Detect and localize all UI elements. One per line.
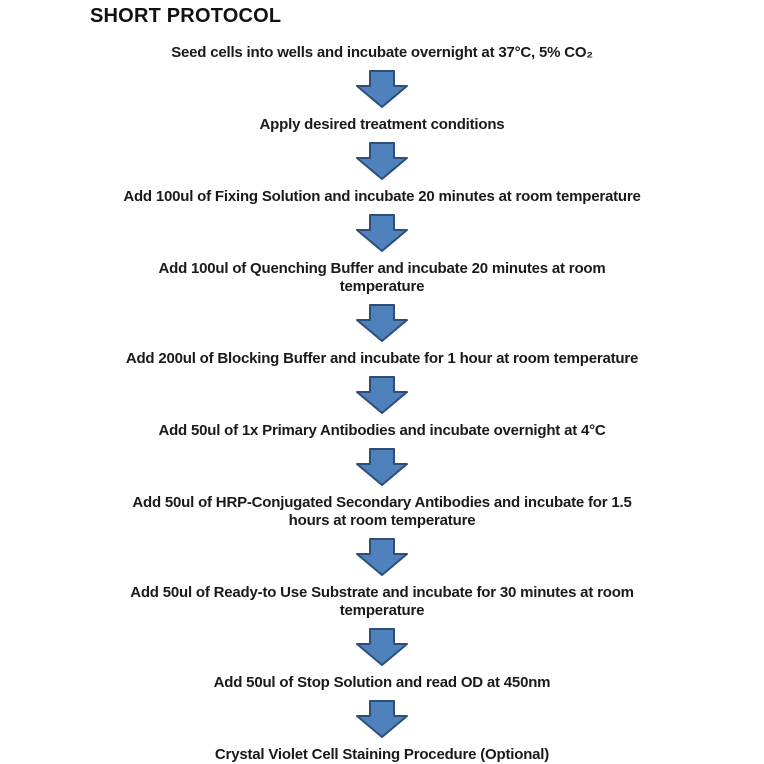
down-arrow-icon: [355, 700, 409, 738]
step-text: temperature: [339, 278, 425, 295]
step-text: Add 200ul of Blocking Buffer and incubate for 1 hour at room temperature: [125, 350, 639, 367]
down-arrow-shape: [357, 539, 407, 575]
step-substrate: [42, 584, 722, 620]
step-secondary-antibodies: [42, 494, 722, 530]
down-arrow-icon: [355, 142, 409, 180]
down-arrow-shape: [357, 701, 407, 737]
down-arrow-icon: [355, 376, 409, 414]
step-text: Add 100ul of Fixing Solution and incubate 20 minutes at room temperature: [123, 188, 641, 205]
step-text: Seed cells into wells and incubate overnight at 37°C, 5% CO₂: [171, 44, 593, 61]
down-arrow-icon: [355, 214, 409, 252]
step-treatment-conditions: [42, 116, 722, 134]
step-text: temperature: [339, 602, 425, 619]
down-arrow-shape: [357, 215, 407, 251]
down-arrow-shape: [357, 629, 407, 665]
step-fixing-solution: [42, 188, 722, 206]
step-stop-solution: [42, 674, 722, 692]
step-text: Add 50ul of Ready-to Use Substrate and incubate for 30 minutes at room: [130, 584, 634, 601]
step-quenching-buffer: [42, 260, 722, 296]
down-arrow-icon: [355, 628, 409, 666]
step-blocking-buffer: [42, 350, 722, 368]
down-arrow-shape: [357, 377, 407, 413]
step-primary-antibodies: [42, 422, 722, 440]
step-text: Add 50ul of 1x Primary Antibodies and incubate overnight at 4°C: [158, 422, 606, 439]
page-title: SHORT PROTOCOL: [90, 5, 282, 27]
step-text: Add 100ul of Quenching Buffer and incubate 20 minutes at room: [158, 260, 606, 277]
step-text: Add 50ul of Stop Solution and read OD at 450nm: [213, 674, 551, 691]
down-arrow-shape: [357, 71, 407, 107]
step-text: Apply desired treatment conditions: [259, 116, 505, 133]
step-seed-cells: [42, 44, 722, 62]
down-arrow-shape: [357, 305, 407, 341]
down-arrow-shape: [357, 449, 407, 485]
step-text: Add 50ul of HRP-Conjugated Secondary Antibodies and incubate for 1.5: [132, 494, 632, 511]
down-arrow-icon: [355, 70, 409, 108]
down-arrow-icon: [355, 448, 409, 486]
step-text: hours at room temperature: [288, 512, 476, 529]
step-crystal-violet: [42, 746, 722, 764]
down-arrow-icon: [355, 304, 409, 342]
down-arrow-shape: [357, 143, 407, 179]
protocol-flowchart: [0, 44, 764, 764]
down-arrow-icon: [355, 538, 409, 576]
step-text: Crystal Violet Cell Staining Procedure (Optional): [214, 746, 550, 763]
